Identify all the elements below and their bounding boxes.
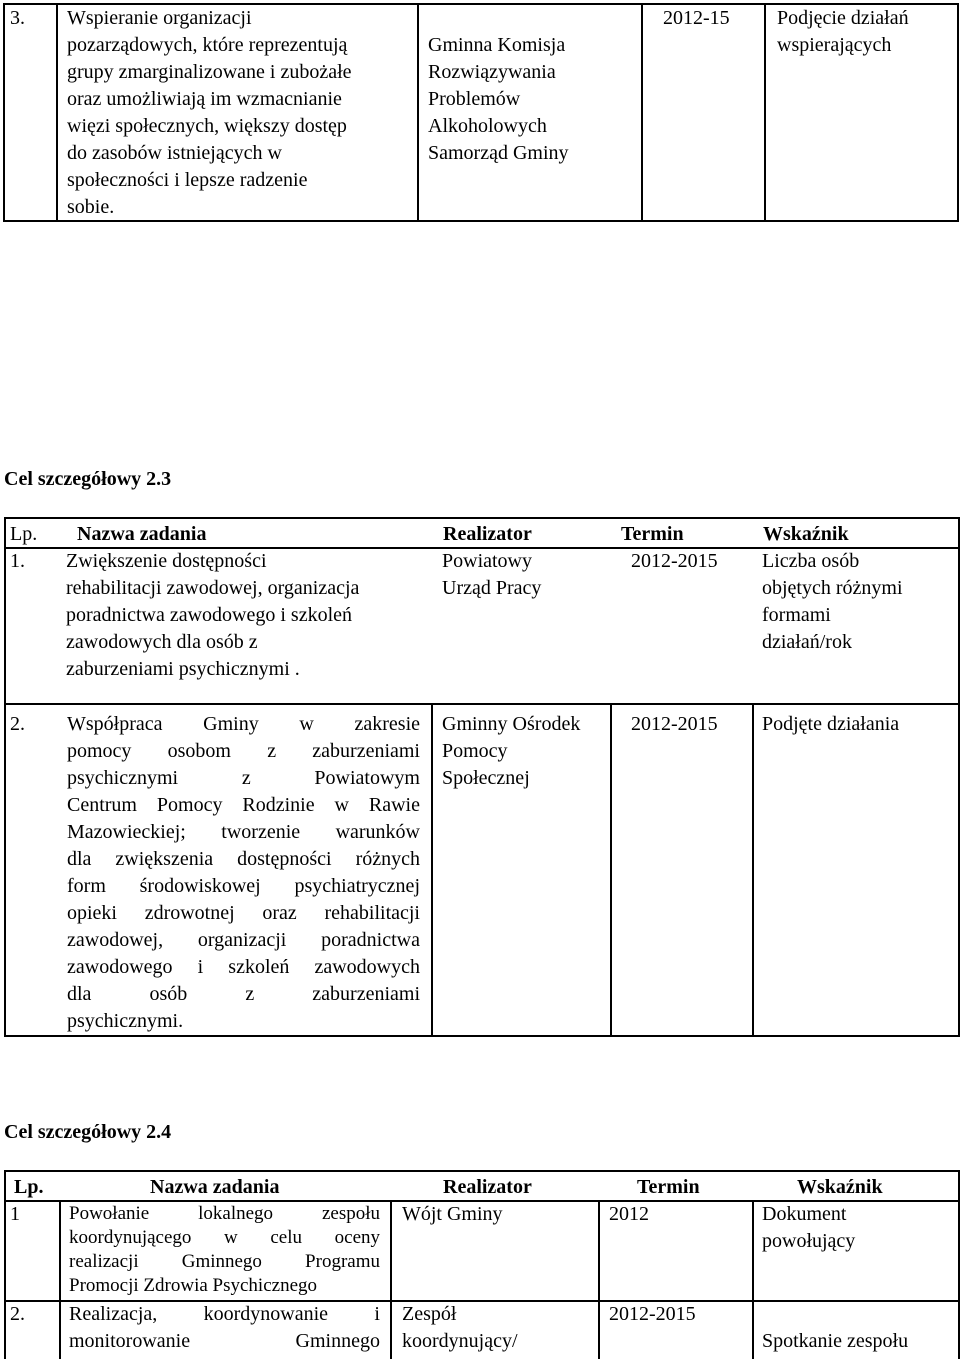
task-name: Wspieranie organizacji pozarządowych, które reprezentują grupy zmarginalizowane i zubożałe oraz umożliwiają im wzmacnianie więzi społecznych, większy dostęp do zasobów istniejących w społeczności i lepsze radzenie sobie.	[67, 7, 352, 218]
header-lp: Lp.	[10, 523, 38, 545]
wskaznik: Spotkanie zespołu	[762, 1330, 909, 1352]
row-number: 2.	[10, 1303, 25, 1325]
task-name: Współpraca Gminy w zakresie pomocy osobom z zaburzeniami psychicznymi z Powiatowym Centrum Pomocy Rodzinie w Rawie Mazowieckiej; tworzenie warunków dla zwiększenia dostępności różnych form środowiskowej psychiatrycznej opieki zdrowotnej oraz rehabilitacji zawodowej, organizacji poradnictwa zawodowego i szkoleń zawodowych dla osób z zaburzeniami psychicznymi.	[67, 713, 420, 1032]
realizator: Wójt Gminy	[402, 1203, 503, 1225]
section-heading-2-4: Cel szczegółowy 2.4	[4, 1121, 172, 1143]
row-number: 2.	[10, 713, 25, 735]
header-task: Nazwa zadania	[150, 1176, 280, 1198]
wskaznik: Liczba osób objętych różnymi formami działań/rok	[762, 550, 903, 653]
termin: 2012	[609, 1203, 649, 1225]
section-heading-2-3: Cel szczegółowy 2.3	[4, 468, 172, 490]
realizator: Powiatowy Urząd Pracy	[442, 550, 542, 599]
termin: 2012-2015	[609, 1303, 696, 1325]
wskaznik: Dokument powołujący	[762, 1203, 856, 1252]
header-termin: Termin	[621, 523, 684, 545]
termin: 2012-15	[663, 7, 730, 29]
header-lp: Lp.	[14, 1176, 44, 1198]
row-number: 1.	[10, 550, 25, 572]
termin: 2012-2015	[631, 713, 718, 735]
row-number: 3.	[10, 7, 25, 29]
header-wskaznik: Wskaźnik	[797, 1176, 883, 1198]
realizator: Zespół koordynujący/	[402, 1303, 518, 1352]
header-termin: Termin	[637, 1176, 700, 1198]
task-name: Zwiększenie dostępności rehabilitacji zawodowej, organizacja poradnictwa zawodowego i szkoleń zawodowych dla osób z zaburzeniami psychicznymi .	[66, 550, 360, 680]
header-wskaznik: Wskaźnik	[763, 523, 849, 545]
row-number: 1	[10, 1203, 20, 1225]
task-name: Powołanie lokalnego zespołu koordynującego w celu oceny realizacji Gminnego Programu Promocji Zdrowia Psychicznego	[69, 1203, 380, 1296]
realizator: Gminny Ośrodek Pomocy Społecznej	[442, 713, 581, 789]
wskaznik: Podjęcie działań wspierających	[777, 7, 909, 56]
realizator: Gminna Komisja Rozwiązywania Problemów Alkoholowych Samorząd Gminy	[428, 34, 569, 164]
header-realizator: Realizator	[443, 1176, 532, 1198]
wskaznik: Podjęte działania	[762, 713, 900, 735]
task-name: Realizacja, koordynowanie i monitorowanie Gminnego	[69, 1303, 380, 1352]
header-task: Nazwa zadania	[77, 523, 207, 545]
termin: 2012-2015	[631, 550, 718, 572]
header-realizator: Realizator	[443, 523, 532, 545]
